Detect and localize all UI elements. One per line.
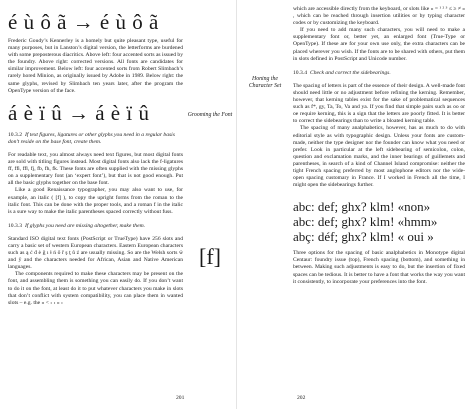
section-number: 10.3.4 — [293, 69, 307, 76]
spacing-sample-foundry: abc: def; ghx? klm! «non» — [293, 199, 431, 215]
section-heading-10-3-4 — [293, 70, 465, 77]
accent-sample-kennerley: é ù ô ã → é ù ô ã — [8, 10, 159, 34]
spacing-sample-between: abc: def; ghx? klm! «hmm» — [293, 214, 438, 230]
paragraph: Like a good Renaissance typographer, you may also want to use, for example, an italic ( [f] ), to copy the upright forms from the roman to the italic font. This can be done with the proper tools, and a roman f in the italic is a sure way to make the italic parentheses spaced correctly without fuss. — [8, 187, 183, 215]
section-heading-10-3-3 — [8, 223, 183, 230]
bracketed-f-glyph: [f] — [199, 244, 221, 269]
paragraph: If you need to add many such characters, you will need to make a supplementary font or, better yet, an enlarged font (True-Type or OpenType). If these are for your own use only, the extra characters can be placed wherever you wish. If the fonts are to be shared with others, put them in slots defined in PostScript and Unicode number. — [293, 27, 465, 62]
section-title: If text figures, ligatures or other glyphs you need in a regular basis don’t reside on the base font, create them. — [8, 131, 175, 145]
page-number-right: 202 — [297, 395, 306, 401]
paragraph: Standard ISO digital text fonts (PostScript or TrueType) have 256 slots and carry a basic set of western European characters. Eastern European characters such as ą ć đ ė ğ ı ł ń ő ř ş ţ ů ź are usually missing. So are the Welsh sorts ŵ and ŷ and the characters needed for African, Asian and Native American languages. — [8, 235, 183, 271]
paragraph: The spacing of letters is part of the essence of their design. A well-made font should need little or no adjustment before refining the kerning. Remember, however, that kerning tables exist for the sake of problematical sequences such as f*, gy, Ta, To, Va and ya. If you find that simple pairs such as oo or oe require kerning, this is a sign that the letters are poorly fitted. It is better to correct the sidebearings than to write a bloated kerning table. — [293, 82, 465, 125]
figure-caption-right: Three options for the spacing of basic analphabetics in Monotype digital Centaur: foundry issue (top), French spacing (bottom), and something in between. Making such adjustments is easy to do, but the insertion of fixed spaces can be tedious. It is better to have a font that works the way you want it consistently, to incorporate your preferences into the font. — [293, 250, 465, 285]
section-title: If glyphs you need are missing altogether, make them. — [24, 222, 146, 229]
section-number: 10.3.3 — [8, 222, 22, 229]
margin-note-honing: Honing the Character Set — [248, 76, 282, 90]
section-number: 10.3.2 — [8, 131, 22, 138]
paragraph: The components required to make these characters may be present on the font, and assembling them is something you can easily do. If you don’t want to do it on the font, at least do it to put whatever characters you make in slots that don’t conflict with system compatibility, you can place them in wanted slots – e.g. the « < › ‹ » › — [8, 271, 183, 306]
right-page — [237, 0, 474, 409]
accent-sample-minion: á è ï û → á è ï û — [8, 100, 150, 125]
left-text-column — [8, 6, 183, 307]
paragraph: which are accessible directly from the keyboard, or slots like « = ¹ ² ³ ≤ ≥ ≠ » , which can be reached through insertion utilities or by typing character codes or by customizing the keyboard. — [293, 6, 465, 27]
spacing-sample-french: abç: déf; ghx? klm! « oui » — [293, 229, 434, 245]
figure-caption-left: Frederic Goudy’s Kennerley is a homely but quite pleasant type, useful for many purposes, but in Lanston’s digital version, the letterforms are burdened with some preposterous diacritics. Above left: four accented sorts as issued by the foundry. Above right: corrected versions. All fonts are candidates for similar improvement. Below left: four accented sorts from Robert Slimbach’s rarely hored Minion, as originally issued by Adobe in 1989. Below right: the same glyphs, revised by Slimbach ten years later, after the program the OpenType version of the face. — [8, 38, 183, 94]
page-number-left: 201 — [176, 395, 185, 401]
section-title: Check and correct the sidebearings. — [309, 69, 391, 76]
right-text-column — [293, 6, 465, 286]
spacing-samples — [293, 199, 465, 244]
margin-note-grooming: Grooming the Font — [187, 112, 233, 118]
section-heading-10-3-2 — [8, 132, 183, 146]
paragraph: The spacing of many analphabetics, however, has as much to do with editorial style as with typographic design. Unless your fonts are custom-made, neither the type designer nor the founder can know what you need or prefer. Look in particular at the left sidebearing of semicolon, colon, question and exclamation marks, and the inner bearings of guillemets and parentheses, in search of a kind of Channel Island compromise: neither the tight French spacing preferred by most anglophone editors nor the wide-open spacing customary in France. If I worked in French all the time, I might open the sidebearings further. — [293, 125, 465, 189]
paragraph: For readable text, you almost always need text figures, but most digital fonts are sold with titling figures instead. Most digital fonts also lack the f-ligatures ff, ffi, ffl, fj, fb, fh, fk. These fonts are often supplied with the missing glyphs on a supplementary font (an ‘expert font’), but that is not good enough. Put all the basic glyphs together on the base font. — [8, 151, 183, 187]
